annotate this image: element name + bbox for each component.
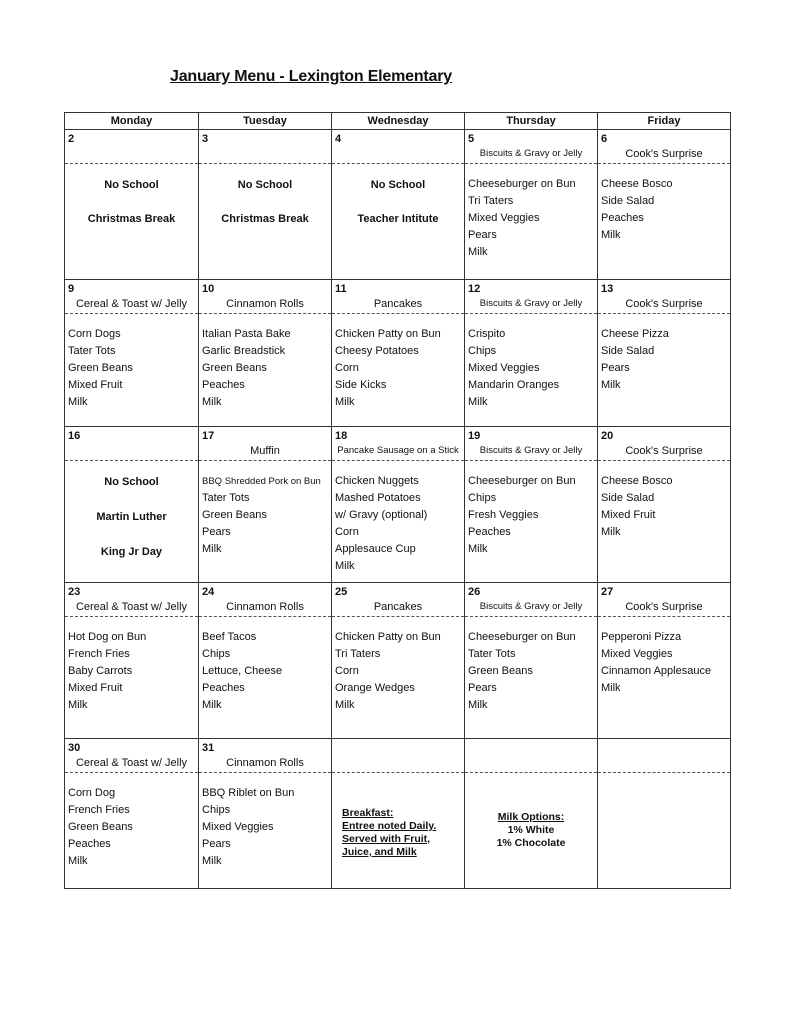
day-number: 4 xyxy=(335,133,342,145)
lunch-cell xyxy=(465,164,598,280)
day-number: 26 xyxy=(468,586,481,598)
breakfast-item: Cereal & Toast w/ Jelly xyxy=(75,298,188,310)
lunch-menu-list xyxy=(332,617,464,714)
lunch-item: Cheese Bosco xyxy=(601,178,673,190)
lunch-item: Cinnamon Applesauce xyxy=(601,665,712,677)
lunch-cell xyxy=(598,164,731,280)
day-header-cell xyxy=(199,583,332,617)
lunch-item: Corn xyxy=(335,526,359,538)
lunch-item: Milk xyxy=(601,682,621,694)
breakfast-item xyxy=(65,147,198,148)
day-number: 25 xyxy=(335,586,348,598)
closure-line: No School xyxy=(104,476,159,488)
breakfast-note-line: Served with Fruit, xyxy=(342,833,431,845)
lunch-cell xyxy=(598,314,731,427)
lunch-item: Side Salad xyxy=(601,345,655,357)
day-number: 13 xyxy=(601,283,614,295)
day-number: 18 xyxy=(335,430,348,442)
breakfast-item: Pancake Sausage on a Stick xyxy=(337,445,459,456)
day-header-cell xyxy=(465,280,598,314)
lunch-item: Applesauce Cup xyxy=(335,543,416,555)
day-header-cell xyxy=(332,739,465,773)
lunch-item: Baby Carrots xyxy=(68,665,133,677)
closure-note xyxy=(65,164,198,247)
lunch-item: Peaches xyxy=(601,212,644,224)
lunch-item: Cheese Pizza xyxy=(601,328,669,340)
lunch-menu-list xyxy=(465,314,597,411)
lunch-item: Mixed Veggies xyxy=(202,821,274,833)
closure-line: Christmas Break xyxy=(87,213,176,225)
lunch-cell xyxy=(65,461,199,583)
day-number: 31 xyxy=(202,742,215,754)
lunch-cell xyxy=(465,314,598,427)
breakfast-item: Cook's Surprise xyxy=(625,298,703,310)
lunch-item: Mixed Veggies xyxy=(468,212,540,224)
lunch-cell xyxy=(199,773,332,889)
lunch-item: Side Salad xyxy=(601,195,655,207)
lunch-row xyxy=(65,164,731,280)
day-number: 11 xyxy=(335,283,347,295)
breakfast-item xyxy=(332,147,464,148)
day-header-cell xyxy=(465,130,598,164)
weekday-header: Monday xyxy=(65,113,199,130)
day-header-row xyxy=(65,427,731,461)
lunch-cell xyxy=(332,617,465,739)
breakfast-item: Pancakes xyxy=(373,298,423,310)
day-header-cell xyxy=(65,280,199,314)
milk-option: 1% White xyxy=(507,824,555,836)
lunch-menu-list xyxy=(199,314,331,411)
day-number: 20 xyxy=(601,430,614,442)
lunch-item: Milk xyxy=(601,229,621,241)
closure-note xyxy=(65,461,198,581)
closure-note xyxy=(199,164,331,247)
lunch-item: Milk xyxy=(202,855,222,867)
lunch-item: Italian Pasta Bake xyxy=(202,328,291,340)
lunch-item: Milk xyxy=(68,396,88,408)
lunch-item: Milk xyxy=(68,855,88,867)
milk-options-note xyxy=(465,773,597,850)
lunch-item: Green Beans xyxy=(468,665,533,677)
lunch-row xyxy=(65,773,731,889)
closure-line: No School xyxy=(237,179,293,191)
lunch-cell xyxy=(598,617,731,739)
lunch-cell xyxy=(465,617,598,739)
lunch-item: Green Beans xyxy=(202,362,267,374)
day-header-cell xyxy=(65,130,199,164)
day-header-cell xyxy=(199,427,332,461)
breakfast-item: Cinnamon Rolls xyxy=(226,298,304,310)
lunch-item: Tri Taters xyxy=(335,648,381,660)
weekday-header: Wednesday xyxy=(332,113,465,130)
day-number: 3 xyxy=(202,133,209,145)
lunch-item: Peaches xyxy=(68,838,111,850)
lunch-menu-list xyxy=(65,773,198,870)
weekday-header: Friday xyxy=(598,113,731,130)
lunch-item: Mixed Veggies xyxy=(601,648,673,660)
lunch-item: Mixed Fruit xyxy=(601,509,656,521)
lunch-item: Milk xyxy=(68,699,88,711)
closure-line: King Jr Day xyxy=(100,546,163,558)
closure-line: No School xyxy=(104,179,159,191)
weekday-header: Thursday xyxy=(465,113,598,130)
lunch-item: Tri Taters xyxy=(468,195,514,207)
lunch-menu-list xyxy=(465,461,597,558)
lunch-item: Milk xyxy=(202,396,222,408)
breakfast-item: Cinnamon Rolls xyxy=(226,757,304,769)
day-header-cell xyxy=(332,427,465,461)
lunch-menu-list xyxy=(598,617,730,697)
day-header-cell xyxy=(199,739,332,773)
lunch-cell xyxy=(332,461,465,583)
day-number: 27 xyxy=(601,586,614,598)
lunch-item: Cheesy Potatoes xyxy=(335,345,419,357)
breakfast-note-line: Juice, and Milk xyxy=(342,846,417,858)
lunch-cell xyxy=(598,461,731,583)
lunch-cell xyxy=(65,314,199,427)
page-title: January Menu - Lexington Elementary xyxy=(170,68,452,85)
lunch-cell xyxy=(199,164,332,280)
lunch-row xyxy=(65,461,731,583)
lunch-cell xyxy=(465,773,598,889)
day-number xyxy=(598,739,730,756)
lunch-item: Tater Tots xyxy=(68,345,116,357)
lunch-menu-list xyxy=(598,314,730,394)
lunch-item: Pears xyxy=(468,682,497,694)
lunch-item: Side Kicks xyxy=(335,379,387,391)
lunch-item: Corn Dog xyxy=(68,787,116,799)
lunch-item: Mixed Veggies xyxy=(468,362,540,374)
lunch-menu-list xyxy=(199,773,331,870)
weekday-header: Tuesday xyxy=(199,113,332,130)
day-header-row xyxy=(65,130,731,164)
breakfast-item: Biscuits & Gravy or Jelly xyxy=(479,298,583,309)
lunch-item: Cheeseburger on Bun xyxy=(468,178,576,190)
lunch-item: Mixed Fruit xyxy=(68,379,123,391)
lunch-item: Beef Tacos xyxy=(202,631,257,643)
menu-body xyxy=(65,130,731,889)
lunch-item: Milk xyxy=(601,526,621,538)
breakfast-item: Cereal & Toast w/ Jelly xyxy=(75,601,188,613)
day-header-cell xyxy=(65,739,199,773)
lunch-item: Corn xyxy=(335,665,359,677)
lunch-item: BBQ Riblet on Bun xyxy=(202,787,295,799)
lunch-item: Cheeseburger on Bun xyxy=(468,631,576,643)
day-header-cell xyxy=(465,427,598,461)
lunch-menu-list xyxy=(332,314,464,411)
lunch-item: Milk xyxy=(468,396,488,408)
lunch-item: Pears xyxy=(202,526,231,538)
day-number: 24 xyxy=(202,586,215,598)
breakfast-item: Biscuits & Gravy or Jelly xyxy=(479,601,583,612)
lunch-item: Lettuce, Cheese xyxy=(202,665,283,677)
day-number: 16 xyxy=(68,430,81,442)
lunch-item: Crispito xyxy=(468,328,506,340)
lunch-item: Milk xyxy=(601,379,621,391)
lunch-item: Milk xyxy=(202,699,222,711)
lunch-item: Milk xyxy=(335,699,355,711)
breakfast-note-line: Entree noted Daily. xyxy=(342,820,437,832)
closure-line: No School xyxy=(370,179,426,191)
weekday-header-row xyxy=(65,113,731,130)
day-header-cell xyxy=(332,280,465,314)
lunch-cell xyxy=(65,773,199,889)
breakfast-item: Cook's Surprise xyxy=(625,445,703,457)
breakfast-item: Muffin xyxy=(250,445,280,457)
day-header-row xyxy=(65,280,731,314)
lunch-item: Chicken Nuggets xyxy=(335,475,419,487)
lunch-item: Chips xyxy=(468,345,497,357)
closure-line: Teacher Intitute xyxy=(357,213,439,225)
lunch-item: Fresh Veggies xyxy=(468,509,539,521)
lunch-item: Chips xyxy=(202,648,231,660)
day-header-cell xyxy=(598,583,731,617)
lunch-row xyxy=(65,314,731,427)
breakfast-item: Pancakes xyxy=(373,601,423,613)
lunch-menu-list xyxy=(598,461,730,541)
lunch-item: Chicken Patty on Bun xyxy=(335,631,441,643)
lunch-menu-list xyxy=(332,461,464,575)
day-number xyxy=(465,739,597,756)
day-number: 10 xyxy=(202,283,215,295)
lunch-cell xyxy=(65,164,199,280)
lunch-item: Mixed Fruit xyxy=(68,682,123,694)
lunch-cell xyxy=(199,617,332,739)
lunch-item: Pepperoni Pizza xyxy=(601,631,682,643)
lunch-cell xyxy=(199,461,332,583)
breakfast-item: Cinnamon Rolls xyxy=(226,601,304,613)
lunch-item: Milk xyxy=(202,543,222,555)
day-header-cell xyxy=(598,427,731,461)
lunch-menu-list xyxy=(465,617,597,714)
lunch-item: Milk xyxy=(335,560,355,572)
lunch-cell xyxy=(199,314,332,427)
lunch-item: w/ Gravy (optional) xyxy=(335,509,428,521)
breakfast-item xyxy=(598,756,730,757)
day-header-row xyxy=(65,583,731,617)
lunch-item: Milk xyxy=(468,246,488,258)
day-header-cell xyxy=(199,280,332,314)
day-header-cell xyxy=(465,739,598,773)
lunch-cell xyxy=(332,773,465,889)
breakfast-item: Biscuits & Gravy or Jelly xyxy=(479,445,583,456)
lunch-menu-list xyxy=(199,617,331,714)
lunch-menu-list xyxy=(465,164,597,261)
closure-line: Martin Luther xyxy=(96,511,167,523)
lunch-item: Tater Tots xyxy=(202,492,250,504)
day-number: 23 xyxy=(68,586,81,598)
lunch-item: Milk xyxy=(468,543,488,555)
day-header-cell xyxy=(598,280,731,314)
lunch-item: Milk xyxy=(468,699,488,711)
milk-options-heading: Milk Options: xyxy=(497,811,565,823)
lunch-menu-list xyxy=(65,314,198,411)
lunch-item: Pears xyxy=(468,229,497,241)
day-number: 30 xyxy=(68,742,81,754)
day-header-cell xyxy=(332,130,465,164)
lunch-item: Green Beans xyxy=(202,509,267,521)
lunch-item: Pears xyxy=(202,838,231,850)
closure-line: Christmas Break xyxy=(221,213,309,225)
lunch-item: French Fries xyxy=(68,804,130,816)
lunch-cell xyxy=(332,314,465,427)
lunch-item: Peaches xyxy=(202,682,245,694)
day-number xyxy=(332,739,464,756)
breakfast-item: Cook's Surprise xyxy=(625,148,703,160)
lunch-row xyxy=(65,617,731,739)
day-number: 2 xyxy=(68,133,75,145)
lunch-item: French Fries xyxy=(68,648,130,660)
day-header-cell xyxy=(465,583,598,617)
breakfast-item: Biscuits & Gravy or Jelly xyxy=(479,148,583,159)
lunch-item: Chicken Patty on Bun xyxy=(335,328,441,340)
closure-note xyxy=(332,164,464,247)
day-number: 9 xyxy=(68,283,75,295)
lunch-item: Corn xyxy=(335,362,359,374)
lunch-cell xyxy=(65,617,199,739)
day-header-cell xyxy=(332,583,465,617)
breakfast-item xyxy=(332,756,464,757)
breakfast-item xyxy=(199,147,331,148)
lunch-item: Milk xyxy=(335,396,355,408)
lunch-cell xyxy=(598,773,731,889)
day-header-cell xyxy=(598,130,731,164)
lunch-item: Tater Tots xyxy=(468,648,516,660)
lunch-item: BBQ Shredded Pork on Bun xyxy=(202,476,321,487)
lunch-item: Peaches xyxy=(202,379,245,391)
lunch-item: Corn Dogs xyxy=(68,328,121,340)
lunch-item: Green Beans xyxy=(68,821,133,833)
lunch-item: Hot Dog on Bun xyxy=(68,631,147,643)
lunch-menu-list xyxy=(598,164,730,244)
breakfast-item xyxy=(465,756,597,757)
day-header-cell xyxy=(65,583,199,617)
day-number: 19 xyxy=(468,430,481,442)
day-header-row xyxy=(65,739,731,773)
lunch-item: Pears xyxy=(601,362,630,374)
lunch-item: Cheeseburger on Bun xyxy=(468,475,576,487)
day-header-cell xyxy=(598,739,731,773)
lunch-item: Side Salad xyxy=(601,492,655,504)
day-header-cell xyxy=(65,427,199,461)
day-header-cell xyxy=(199,130,332,164)
day-number: 6 xyxy=(601,133,608,145)
lunch-menu-list xyxy=(65,617,198,714)
day-number: 5 xyxy=(468,133,475,145)
milk-option: 1% Chocolate xyxy=(496,837,566,849)
lunch-item: Green Beans xyxy=(68,362,133,374)
day-number: 12 xyxy=(468,283,481,295)
breakfast-item xyxy=(65,444,198,445)
breakfast-note xyxy=(332,773,464,859)
lunch-menu-list xyxy=(199,461,331,558)
lunch-item: Orange Wedges xyxy=(335,682,415,694)
lunch-item: Mandarin Oranges xyxy=(468,379,560,391)
lunch-item: Chips xyxy=(202,804,231,816)
lunch-item: Chips xyxy=(468,492,497,504)
lunch-item: Cheese Bosco xyxy=(601,475,673,487)
lunch-cell xyxy=(332,164,465,280)
breakfast-note-heading: Breakfast: xyxy=(342,807,394,819)
lunch-cell xyxy=(465,461,598,583)
breakfast-item: Cereal & Toast w/ Jelly xyxy=(75,757,188,769)
lunch-item: Garlic Breadstick xyxy=(202,345,286,357)
menu-calendar xyxy=(64,112,731,889)
breakfast-item: Cook's Surprise xyxy=(625,601,703,613)
day-number: 17 xyxy=(202,430,215,442)
lunch-item: Peaches xyxy=(468,526,511,538)
lunch-item: Mashed Potatoes xyxy=(335,492,421,504)
